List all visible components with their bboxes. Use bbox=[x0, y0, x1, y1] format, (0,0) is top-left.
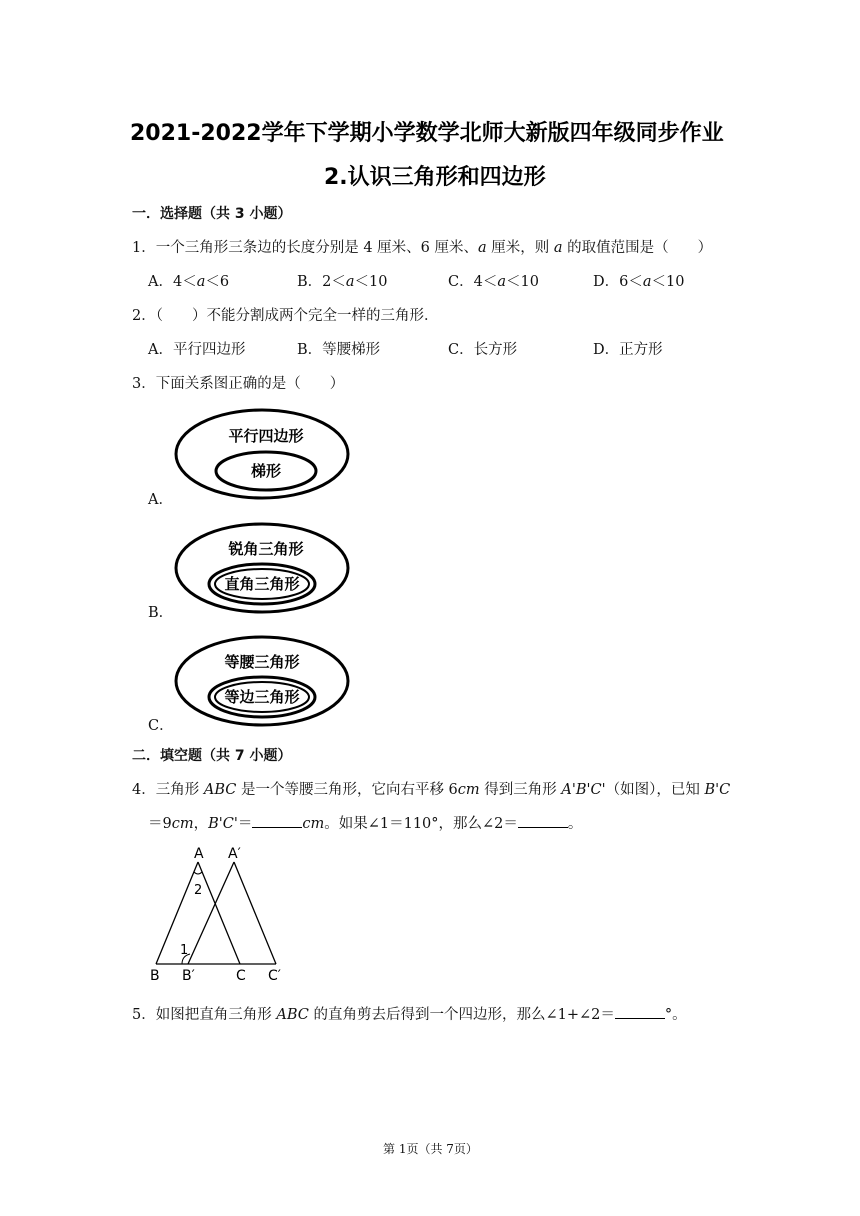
question-text: 厘米，则 bbox=[486, 240, 554, 256]
variable: A'B'C' bbox=[561, 782, 606, 798]
question-text: （ ）不能分割成两个完全一样的三角形． bbox=[155, 308, 439, 324]
question-text: 一个三角形三条边的长度分别是 4 厘米、6 厘米、 bbox=[155, 240, 479, 256]
vertex-label-a-prime: A′ bbox=[228, 846, 241, 862]
answer-blank[interactable] bbox=[252, 815, 302, 828]
venn-diagram-b bbox=[174, 522, 354, 616]
option-text: 4＜ bbox=[473, 274, 498, 290]
question-2 bbox=[132, 304, 438, 325]
question-text: 下面关系图正确的是（ ） bbox=[155, 376, 345, 392]
option-label: D． bbox=[593, 274, 620, 290]
venn-diagram-c bbox=[174, 635, 354, 729]
option-d[interactable]: D．正方形 bbox=[593, 342, 663, 358]
option-label: B． bbox=[297, 274, 323, 290]
variable: a bbox=[196, 274, 206, 290]
option-b-label[interactable]: B． bbox=[148, 605, 174, 621]
answer-blank[interactable] bbox=[615, 1006, 665, 1019]
inner-label: 直角三角形 bbox=[224, 575, 300, 593]
question-text: ， bbox=[193, 816, 209, 832]
option-c-label[interactable]: C． bbox=[148, 718, 174, 734]
option-a[interactable]: A．平行四边形 bbox=[148, 342, 246, 358]
variable: a bbox=[642, 274, 652, 290]
option-c[interactable]: C．长方形 bbox=[448, 342, 518, 358]
variable: ABC bbox=[276, 1007, 309, 1023]
option-label: C． bbox=[448, 274, 474, 290]
vertex-label-c: C bbox=[236, 968, 246, 984]
vertex-label-a: A bbox=[194, 846, 204, 862]
doc-title-line2: 2.认识三角形和四边形 bbox=[324, 165, 546, 190]
question-text: 得到三角形 bbox=[479, 782, 562, 798]
venn-diagram-a bbox=[174, 408, 354, 502]
page-footer: 第 1页（共 7页） bbox=[383, 1142, 478, 1156]
question-text: ＝ bbox=[237, 816, 253, 832]
question-3 bbox=[132, 372, 344, 393]
question-number: 3． bbox=[132, 376, 156, 392]
inner-label: 等边三角形 bbox=[224, 688, 300, 706]
section-heading-fill: 二．填空题（共 7 小题） bbox=[132, 748, 292, 764]
option-text: ＜6 bbox=[205, 274, 230, 290]
outer-label: 锐角三角形 bbox=[228, 540, 304, 558]
option-text: 6＜ bbox=[619, 274, 643, 290]
option-a-label[interactable]: A． bbox=[148, 492, 173, 508]
inner-label: 梯形 bbox=[250, 462, 282, 480]
variable: B'C bbox=[704, 782, 731, 798]
outer-label: 平行四边形 bbox=[228, 427, 304, 445]
option-label: A． bbox=[148, 274, 173, 290]
option-text: ＜10 bbox=[506, 274, 539, 290]
question-number: 5． bbox=[132, 1007, 156, 1023]
option-b[interactable]: B．等腰梯形 bbox=[297, 342, 381, 358]
question-5 bbox=[132, 1003, 687, 1024]
variable: a bbox=[478, 240, 487, 256]
triangle-translation-figure bbox=[148, 842, 298, 984]
question-4-line2 bbox=[148, 812, 582, 833]
vertex-label-b: B bbox=[150, 968, 160, 984]
vertex-label-b-prime: B′ bbox=[182, 968, 195, 984]
question-4-line1 bbox=[132, 778, 730, 799]
question-text: ＝9 bbox=[148, 816, 172, 832]
unit: cm bbox=[171, 816, 194, 832]
question-text: 。如果∠1＝110°，那么∠2＝ bbox=[324, 816, 518, 832]
question-number: 2． bbox=[132, 308, 156, 324]
option-c[interactable] bbox=[448, 270, 539, 291]
angle-label-2: 2 bbox=[194, 883, 203, 898]
angle-label-1: 1 bbox=[180, 943, 189, 958]
question-number: 1． bbox=[132, 240, 156, 256]
vertex-label-c-prime: C′ bbox=[268, 968, 281, 984]
question-number: 4． bbox=[132, 782, 156, 798]
question-text: 的直角剪去后得到一个四边形，那么∠1+∠2＝ bbox=[308, 1007, 615, 1023]
option-text: ＜10 bbox=[354, 274, 388, 290]
question-1 bbox=[132, 236, 712, 257]
option-a[interactable] bbox=[148, 270, 229, 291]
question-text: 如图把直角三角形 bbox=[155, 1007, 277, 1023]
question-text: 的取值范围是（ ） bbox=[562, 240, 713, 256]
variable: a bbox=[497, 274, 506, 290]
doc-title-line1: 2021-2022学年下学期小学数学北师大新版四年级同步作业 bbox=[130, 121, 724, 146]
variable: B'C' bbox=[208, 816, 238, 832]
section-heading-choice: 一．选择题（共 3 小题） bbox=[132, 206, 292, 222]
unit: cm bbox=[302, 816, 325, 832]
option-d[interactable] bbox=[593, 270, 684, 291]
variable: a bbox=[553, 240, 563, 256]
unit: cm bbox=[457, 782, 480, 798]
option-text: ＜10 bbox=[651, 274, 685, 290]
question-text: °。 bbox=[664, 1007, 687, 1023]
option-b[interactable] bbox=[297, 270, 388, 291]
outer-label: 等腰三角形 bbox=[224, 653, 300, 671]
question-text: 是一个等腰三角形，它向右平移 6 bbox=[236, 782, 458, 798]
variable: ABC bbox=[203, 782, 237, 798]
question-text: 。 bbox=[567, 816, 583, 832]
variable: a bbox=[345, 274, 355, 290]
answer-blank[interactable] bbox=[518, 815, 568, 828]
option-text: 2＜ bbox=[322, 274, 346, 290]
question-text: 三角形 bbox=[155, 782, 204, 798]
question-text: （如图），已知 bbox=[605, 782, 705, 798]
option-text: 4＜ bbox=[172, 274, 197, 290]
